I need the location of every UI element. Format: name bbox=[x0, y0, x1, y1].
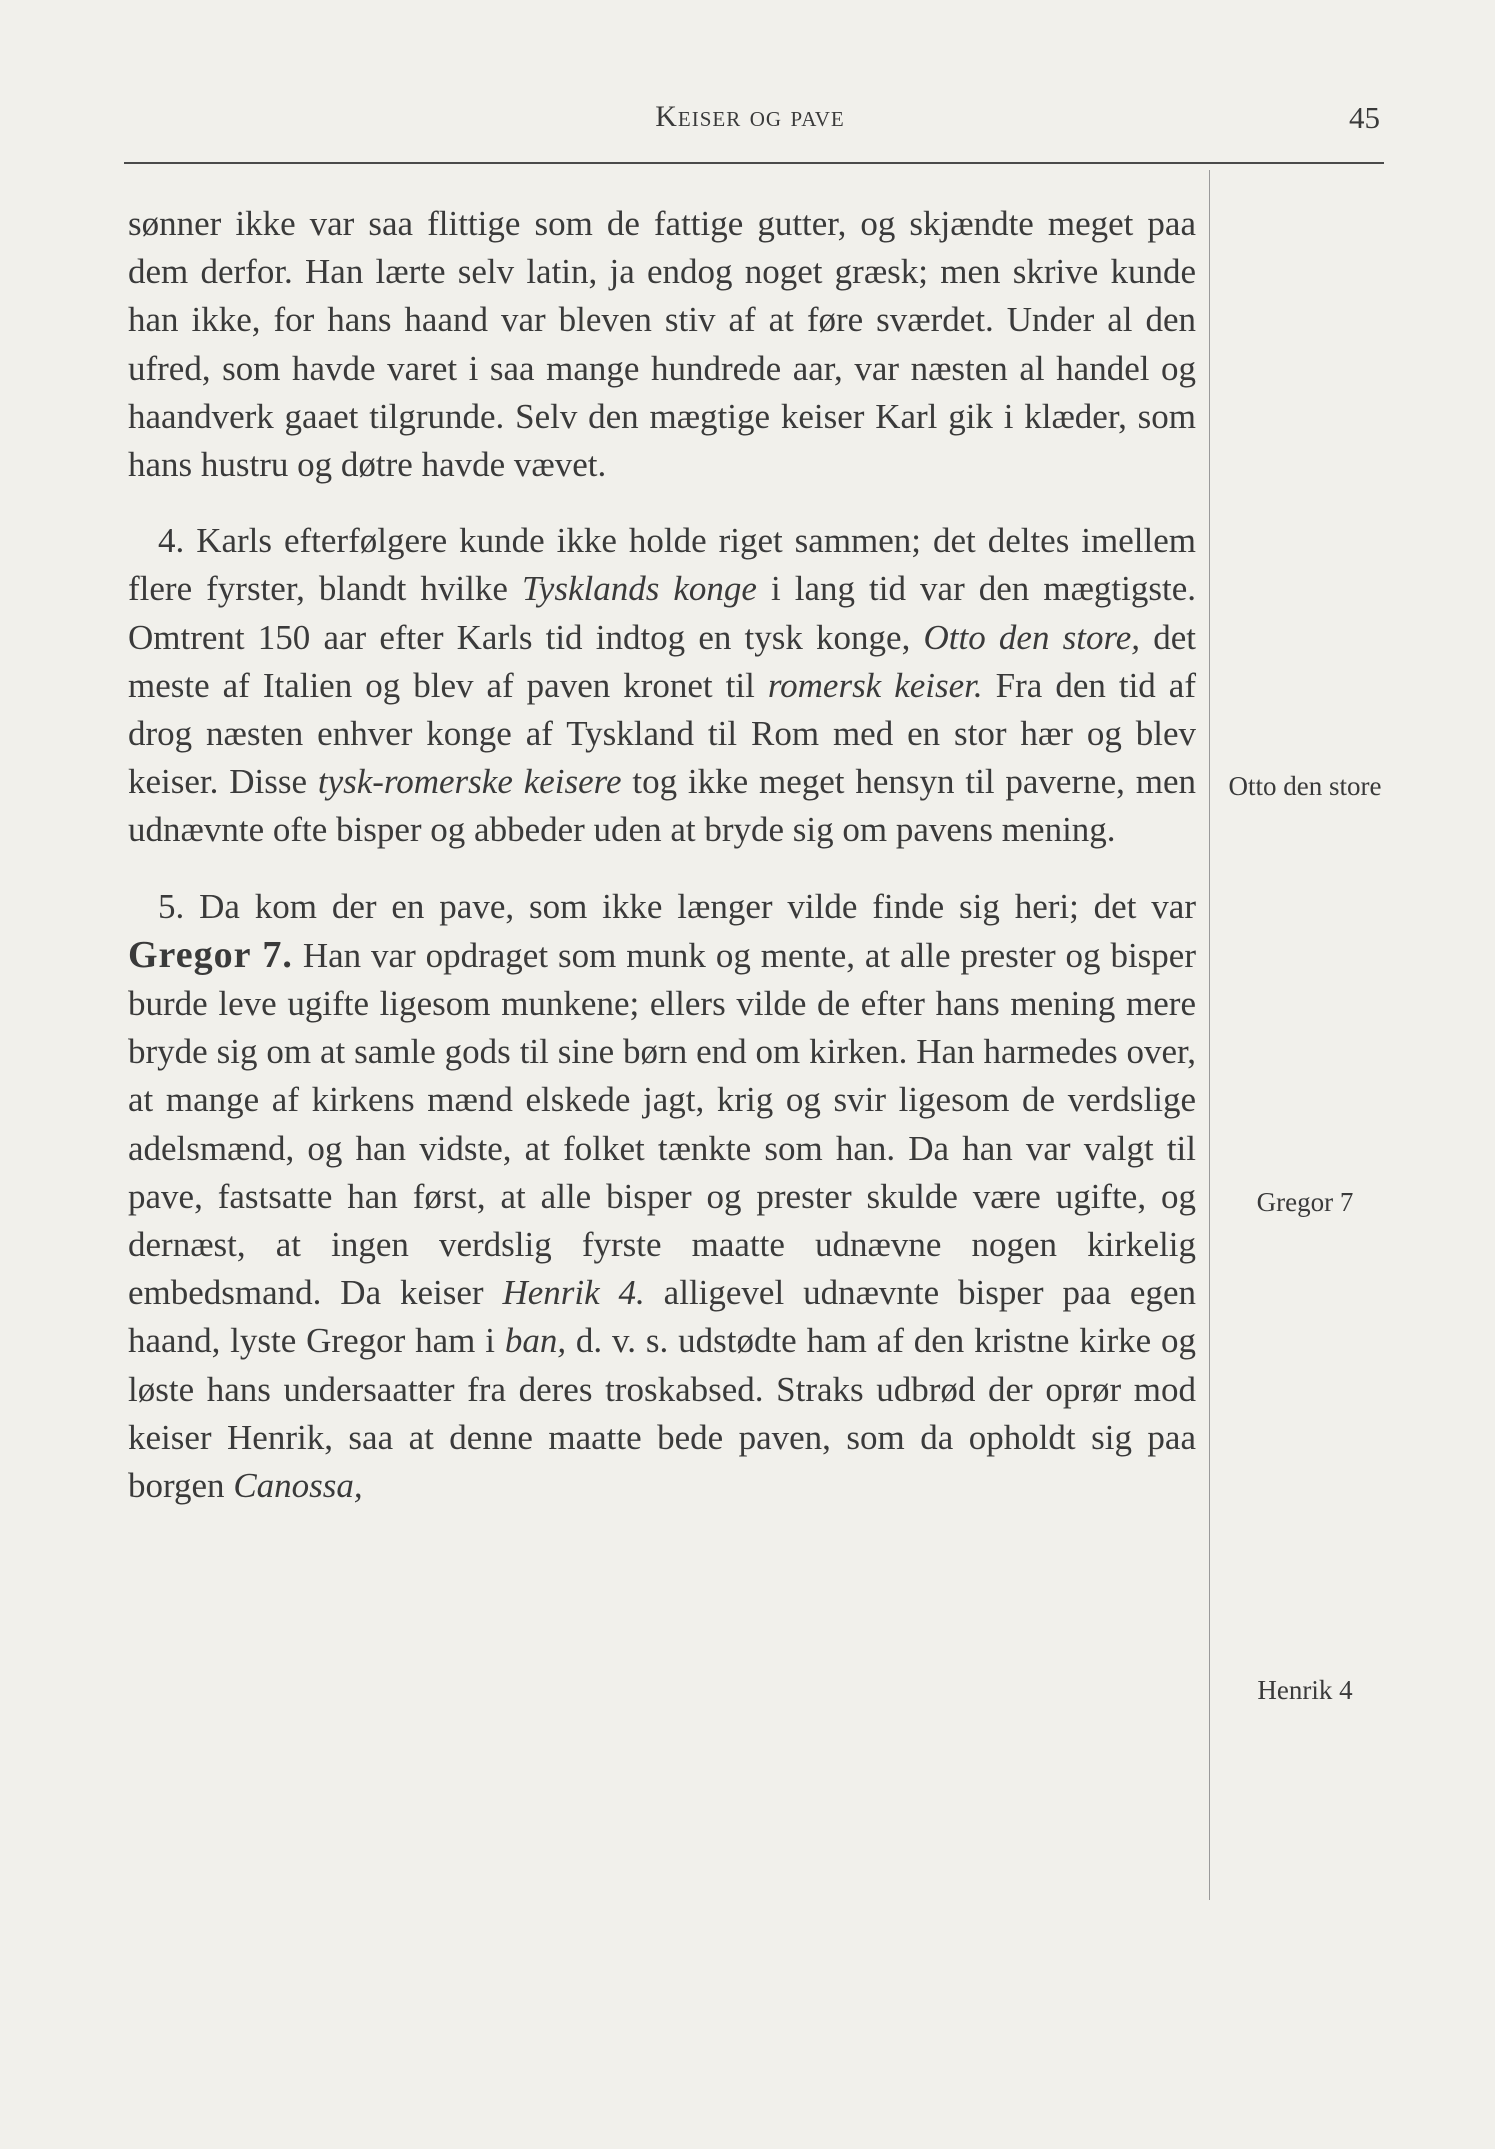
paragraph-3 bbox=[128, 200, 1196, 489]
text-run: d. v. s. udstødte ham af den kristne kirke og løste hans undersaatter fra deres troskabsed. Straks udbrød der oprør mod keiser Henrik, saa at denne maatte bede paven, som da opholdt sig paa borgen bbox=[128, 1321, 1197, 1506]
text-run: Fra den tid af drog næsten enhver konge af Tyskland til Rom med en stor hær og blev keiser. Disse bbox=[128, 665, 1196, 802]
italic-term: ban, bbox=[504, 1321, 567, 1361]
body-text bbox=[128, 200, 1196, 1510]
margin-rule bbox=[1209, 170, 1210, 1900]
text-run: Karls efterfølgere kunde ikke holde riget sammen; det deltes imellem flere fyrster, blandt hvilke bbox=[128, 521, 1196, 609]
italic-term: Otto den store, bbox=[923, 617, 1141, 657]
paragraph-5 bbox=[128, 883, 1196, 1511]
text-run: det meste af Italien og blev af paven kronet til bbox=[128, 617, 1196, 705]
page-number: 45 bbox=[1349, 100, 1380, 135]
italic-term: Canossa, bbox=[233, 1466, 363, 1506]
text-run: i lang tid var den mægtigste. Omtrent 150 aar efter Karls tid indtog en tysk konge, bbox=[128, 569, 1196, 657]
bold-name: Gregor 7. bbox=[128, 933, 293, 976]
paragraph-4 bbox=[128, 517, 1196, 854]
sidenote-gregor: Gregor 7 bbox=[1256, 1187, 1354, 1217]
header-rule bbox=[124, 162, 1384, 164]
paragraph-number: 5. bbox=[158, 886, 185, 926]
text-run: Han var opdraget som munk og mente, at alle prester og bisper burde leve ugifte ligesom munkene; ellers vilde de efter hans mening mere bryde sig om at samle gods til sine børn end om kirken. Han harmedes over, at mange af kirkens mænd elskede jagt, krig og svir ligesom de verdslige adelsmænd, og han vidste, at folket tænkte som han. Da han var valgt til pave, fastsatte han først, at alle bisper og prester skulde være ugifte, og dernæst, at ingen verdslig fyrste maatte udnævne nogen kirkelig embedsmand. Da keiser bbox=[128, 935, 1196, 1313]
italic-term: tysk-romerske keisere bbox=[317, 762, 622, 802]
text-run: alligevel udnævnte bisper paa egen haand, lyste Gregor ham i bbox=[128, 1273, 1196, 1361]
sidenote-otto: Otto den store bbox=[1228, 771, 1382, 801]
running-title: Keiser og pave bbox=[655, 100, 845, 133]
italic-term: Tysklands konge bbox=[521, 569, 757, 609]
text-run: Da kom der en pave, som ikke længer vilde finde sig heri; det var bbox=[184, 886, 1196, 926]
running-header bbox=[120, 100, 1380, 140]
paragraph-number: 4. bbox=[158, 521, 185, 561]
sidenote-henrik: Henrik 4 bbox=[1257, 1675, 1353, 1705]
text-run: tog ikke meget hensyn til paverne, men udnævnte ofte bisper og abbeder uden at bryde sig om pavens mening. bbox=[128, 762, 1196, 850]
italic-term: Henrik 4. bbox=[502, 1273, 645, 1313]
text-run: sønner ikke var saa flittige som de fattige gutter, og skjændte meget paa dem derfor. Han lærte selv latin, ja endog noget græsk; men skrive kunde han ikke, for hans haand var bleven stiv af at føre sværdet. Under al den ufred, som havde varet i saa mange hundrede aar, var næsten al handel og haandverk gaaet tilgrunde. Selv den mægtige keiser Karl gik i klæder, som hans hustru og døtre havde vævet. bbox=[128, 204, 1196, 485]
italic-term: romersk keiser. bbox=[767, 665, 983, 705]
